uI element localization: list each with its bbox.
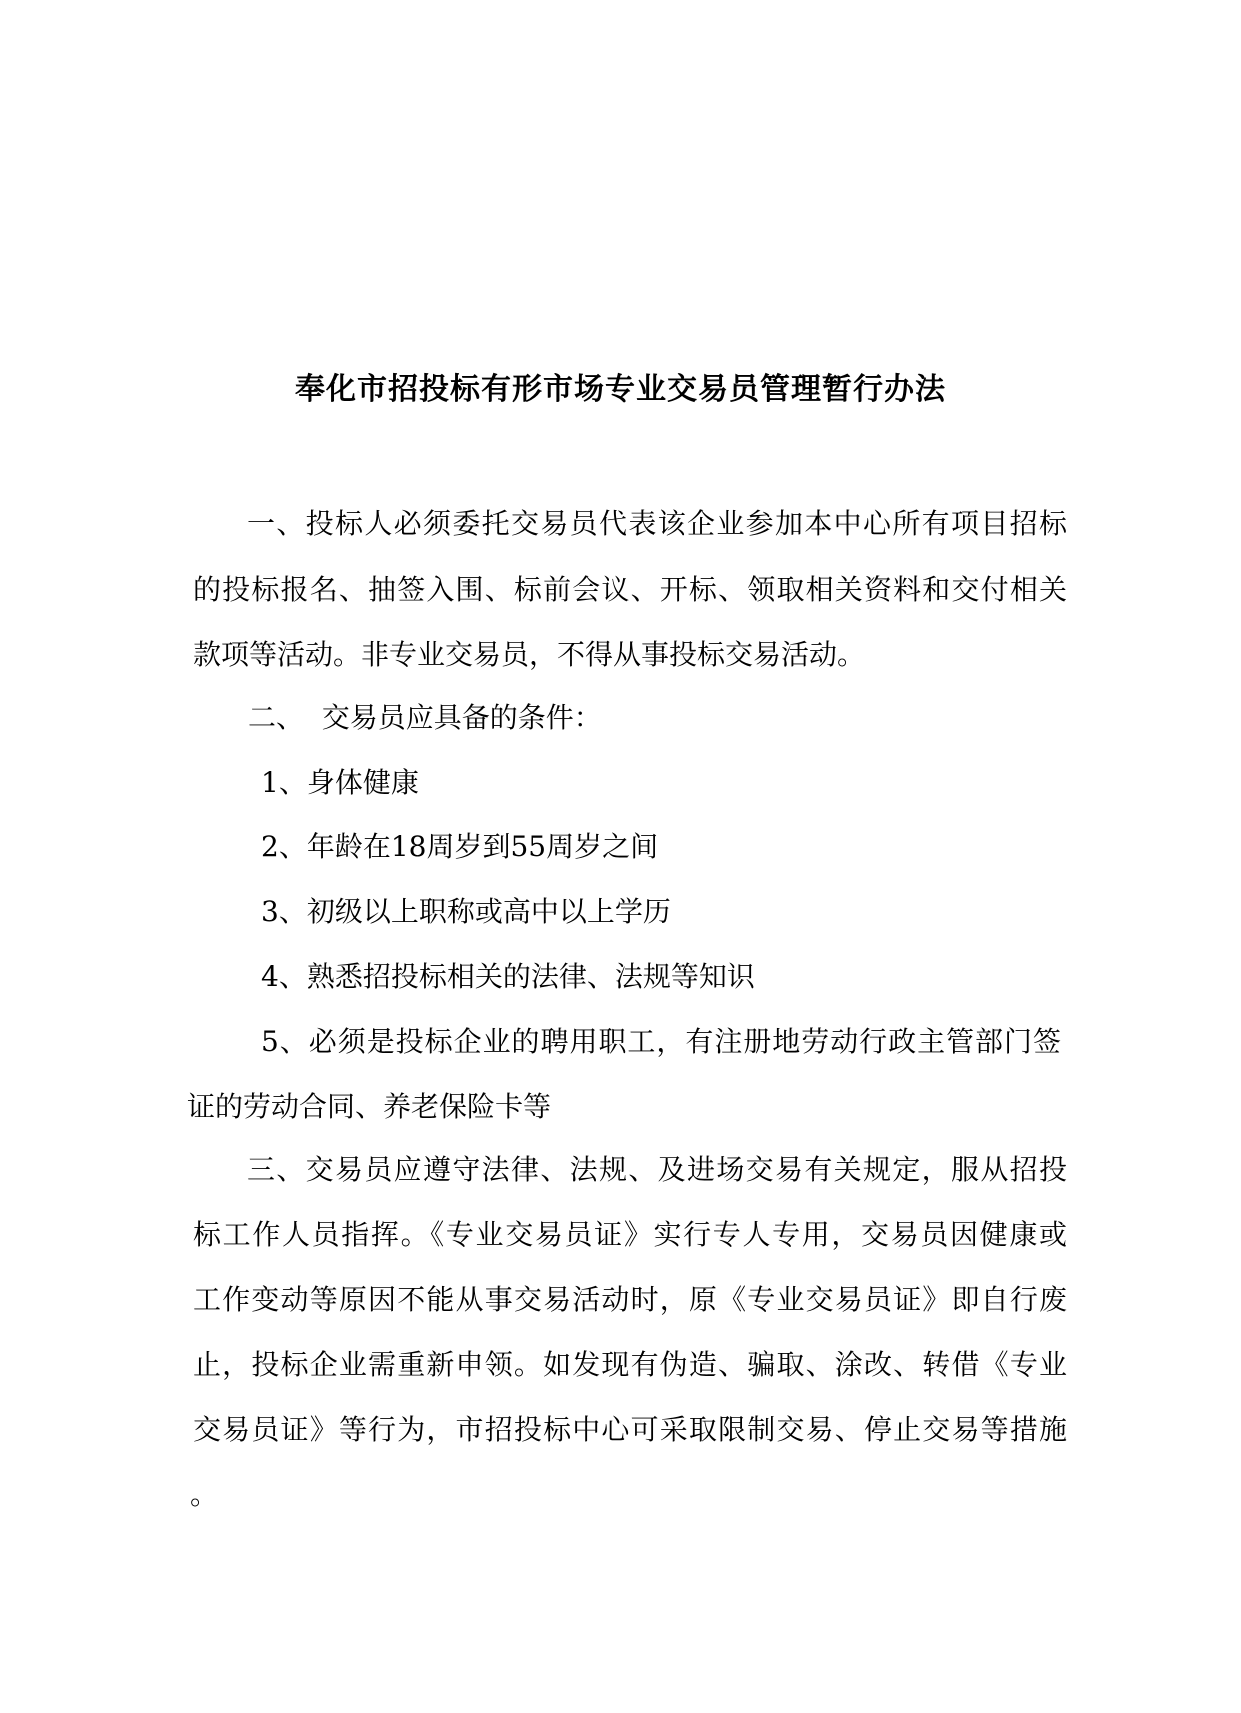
paragraph-3-line-2: 标工作人员指挥。《专业交易员证》实行专人专用，交易员因健康或 bbox=[193, 1218, 1067, 1251]
paragraph-1-line-3: 款项等活动。非专业交易员，不得从事投标交易活动。 bbox=[193, 638, 866, 671]
condition-item-5-line-1: 5、必须是投标企业的聘用职工，有注册地劳动行政主管部门签 bbox=[261, 1025, 1061, 1058]
paragraph-3-line-4: 止，投标企业需重新申领。如发现有伪造、骗取、涂改、转借《专业 bbox=[193, 1348, 1067, 1381]
condition-item-1: 1、身体健康 bbox=[261, 766, 419, 799]
condition-item-4: 4、熟悉招投标相关的法律、法规等知识 bbox=[261, 960, 755, 993]
paragraph-3-line-1: 三、交易员应遵守法律、法规、及进场交易有关规定，服从招投 bbox=[247, 1153, 1067, 1186]
paragraph-3-line-6: 。 bbox=[190, 1478, 219, 1511]
condition-item-3: 3、初级以上职称或高中以上学历 bbox=[261, 895, 671, 928]
condition-item-2: 2、年龄在18周岁到55周岁之间 bbox=[261, 830, 659, 863]
condition-item-5-line-2: 证的劳动合同、养老保险卡等 bbox=[187, 1090, 552, 1123]
document-title: 奉化市招投标有形市场专业交易员管理暂行办法 bbox=[295, 372, 946, 407]
paragraph-1-line-2: 的投标报名、抽签入围、标前会议、开标、领取相关资料和交付相关 bbox=[193, 573, 1067, 606]
paragraph-1-line-1: 一、投标人必须委托交易员代表该企业参加本中心所有项目招标 bbox=[247, 507, 1067, 540]
paragraph-3-line-5: 交易员证》等行为，市招投标中心可采取限制交易、停止交易等措施 bbox=[193, 1413, 1067, 1446]
paragraph-3-line-3: 工作变动等原因不能从事交易活动时，原《专业交易员证》即自行废 bbox=[193, 1283, 1067, 1316]
paragraph-2-heading: 二、 交易员应具备的条件： bbox=[248, 701, 602, 734]
